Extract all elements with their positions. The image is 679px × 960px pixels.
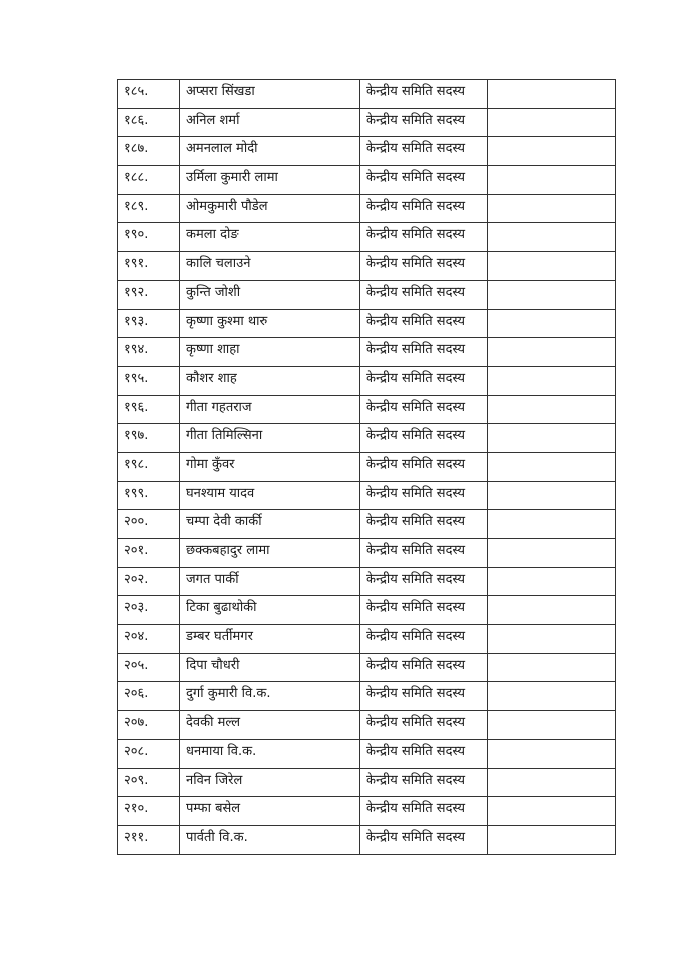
remarks-cell [488, 137, 616, 166]
serial-number-cell: १९५. [118, 366, 180, 395]
table-row [118, 80, 616, 109]
remarks-cell [488, 825, 616, 854]
remarks-cell [488, 539, 616, 568]
member-role-cell: केन्द्रीय समिति सदस्य [360, 797, 488, 826]
table-row [118, 510, 616, 539]
member-name-cell: घनश्याम यादव [180, 481, 360, 510]
table-row [118, 653, 616, 682]
remarks-cell [488, 596, 616, 625]
member-role-cell: केन्द्रीय समिति सदस्य [360, 825, 488, 854]
member-list-table [117, 79, 616, 855]
remarks-cell [488, 366, 616, 395]
serial-number-cell: २०५. [118, 653, 180, 682]
member-name-cell: टिका बुढाथोकी [180, 596, 360, 625]
member-role-cell: केन्द्रीय समिति सदस्य [360, 338, 488, 367]
remarks-cell [488, 108, 616, 137]
table-row [118, 539, 616, 568]
remarks-cell [488, 797, 616, 826]
serial-number-cell: २०४. [118, 625, 180, 654]
member-name-cell: गोमा कुँवर [180, 452, 360, 481]
serial-number-cell: १८५. [118, 80, 180, 109]
member-name-cell: पार्वती वि.क. [180, 825, 360, 854]
member-name-cell: कालि चलाउने [180, 252, 360, 281]
serial-number-cell: २०८. [118, 739, 180, 768]
serial-number-cell: २१०. [118, 797, 180, 826]
member-name-cell: अनिल शर्मा [180, 108, 360, 137]
serial-number-cell: २०६. [118, 682, 180, 711]
remarks-cell [488, 682, 616, 711]
member-name-cell: दुर्गा कुमारी वि.क. [180, 682, 360, 711]
table-row [118, 252, 616, 281]
member-name-cell: जगत पार्की [180, 567, 360, 596]
table-row [118, 338, 616, 367]
member-role-cell: केन्द्रीय समिति सदस्य [360, 194, 488, 223]
member-role-cell: केन्द्रीय समिति सदस्य [360, 108, 488, 137]
serial-number-cell: १८९. [118, 194, 180, 223]
table-row [118, 596, 616, 625]
table-row [118, 739, 616, 768]
serial-number-cell: १९६. [118, 395, 180, 424]
member-name-cell: पम्फा बसेल [180, 797, 360, 826]
serial-number-cell: २११. [118, 825, 180, 854]
table-row [118, 768, 616, 797]
member-name-cell: कमला दोङ [180, 223, 360, 252]
remarks-cell [488, 768, 616, 797]
remarks-cell [488, 711, 616, 740]
member-role-cell: केन्द्रीय समिति सदस्य [360, 309, 488, 338]
remarks-cell [488, 80, 616, 109]
table-row [118, 280, 616, 309]
remarks-cell [488, 481, 616, 510]
remarks-cell [488, 252, 616, 281]
member-list-body [118, 80, 616, 855]
remarks-cell [488, 653, 616, 682]
member-role-cell: केन्द्रीय समिति सदस्य [360, 452, 488, 481]
serial-number-cell: १८६. [118, 108, 180, 137]
member-name-cell: कुन्ति जोशी [180, 280, 360, 309]
table-row [118, 166, 616, 195]
remarks-cell [488, 452, 616, 481]
serial-number-cell: २०७. [118, 711, 180, 740]
member-name-cell: अप्सरा सिंखडा [180, 80, 360, 109]
member-role-cell: केन्द्रीय समिति सदस्य [360, 223, 488, 252]
serial-number-cell: १८७. [118, 137, 180, 166]
serial-number-cell: १९७. [118, 424, 180, 453]
remarks-cell [488, 510, 616, 539]
table-row [118, 309, 616, 338]
member-name-cell: गीता गहतराज [180, 395, 360, 424]
member-name-cell: कौशर शाह [180, 366, 360, 395]
member-role-cell: केन्द्रीय समिति सदस्य [360, 366, 488, 395]
table-row [118, 625, 616, 654]
remarks-cell [488, 395, 616, 424]
serial-number-cell: २०२. [118, 567, 180, 596]
member-role-cell: केन्द्रीय समिति सदस्य [360, 280, 488, 309]
table-row [118, 825, 616, 854]
serial-number-cell: २००. [118, 510, 180, 539]
remarks-cell [488, 166, 616, 195]
member-role-cell: केन्द्रीय समिति सदस्य [360, 80, 488, 109]
serial-number-cell: १९९. [118, 481, 180, 510]
table-row [118, 108, 616, 137]
serial-number-cell: १८८. [118, 166, 180, 195]
member-role-cell: केन्द्रीय समिति सदस्य [360, 166, 488, 195]
table-row [118, 711, 616, 740]
remarks-cell [488, 194, 616, 223]
serial-number-cell: १९८. [118, 452, 180, 481]
serial-number-cell: १९४. [118, 338, 180, 367]
member-name-cell: धनमाया वि.क. [180, 739, 360, 768]
member-name-cell: छक्कबहादुर लामा [180, 539, 360, 568]
member-role-cell: केन्द्रीय समिति सदस्य [360, 596, 488, 625]
remarks-cell [488, 309, 616, 338]
remarks-cell [488, 424, 616, 453]
member-name-cell: ओमकुमारी पौडेल [180, 194, 360, 223]
member-role-cell: केन्द्रीय समिति सदस्य [360, 768, 488, 797]
member-role-cell: केन्द्रीय समिति सदस्य [360, 711, 488, 740]
member-role-cell: केन्द्रीय समिति सदस्य [360, 653, 488, 682]
remarks-cell [488, 338, 616, 367]
remarks-cell [488, 625, 616, 654]
table-row [118, 137, 616, 166]
remarks-cell [488, 739, 616, 768]
table-row [118, 567, 616, 596]
member-role-cell: केन्द्रीय समिति सदस्य [360, 395, 488, 424]
serial-number-cell: १९१. [118, 252, 180, 281]
member-role-cell: केन्द्रीय समिति सदस्य [360, 567, 488, 596]
table-row [118, 395, 616, 424]
table-row [118, 797, 616, 826]
member-name-cell: कृष्णा शाहा [180, 338, 360, 367]
member-name-cell: गीता तिमिल्सिना [180, 424, 360, 453]
table-row [118, 223, 616, 252]
remarks-cell [488, 567, 616, 596]
table-row [118, 424, 616, 453]
member-role-cell: केन्द्रीय समिति सदस्य [360, 625, 488, 654]
table-row [118, 194, 616, 223]
serial-number-cell: २०९. [118, 768, 180, 797]
table-row [118, 366, 616, 395]
remarks-cell [488, 223, 616, 252]
member-role-cell: केन्द्रीय समिति सदस्य [360, 682, 488, 711]
serial-number-cell: १९०. [118, 223, 180, 252]
member-role-cell: केन्द्रीय समिति सदस्य [360, 424, 488, 453]
member-name-cell: दिपा चौधरी [180, 653, 360, 682]
member-name-cell: कृष्णा कुश्मा थारु [180, 309, 360, 338]
table-row [118, 452, 616, 481]
member-name-cell: उर्मिला कुमारी लामा [180, 166, 360, 195]
serial-number-cell: २०३. [118, 596, 180, 625]
member-role-cell: केन्द्रीय समिति सदस्य [360, 510, 488, 539]
table-row [118, 682, 616, 711]
member-name-cell: नविन जिरेल [180, 768, 360, 797]
serial-number-cell: १९२. [118, 280, 180, 309]
serial-number-cell: १९३. [118, 309, 180, 338]
table-row [118, 481, 616, 510]
member-role-cell: केन्द्रीय समिति सदस्य [360, 481, 488, 510]
member-role-cell: केन्द्रीय समिति सदस्य [360, 739, 488, 768]
member-role-cell: केन्द्रीय समिति सदस्य [360, 137, 488, 166]
serial-number-cell: २०१. [118, 539, 180, 568]
member-name-cell: डम्बर घर्तीमगर [180, 625, 360, 654]
member-role-cell: केन्द्रीय समिति सदस्य [360, 252, 488, 281]
member-role-cell: केन्द्रीय समिति सदस्य [360, 539, 488, 568]
member-name-cell: अमनलाल मोदी [180, 137, 360, 166]
member-name-cell: देवकी मल्ल [180, 711, 360, 740]
remarks-cell [488, 280, 616, 309]
member-name-cell: चम्पा देवी कार्की [180, 510, 360, 539]
